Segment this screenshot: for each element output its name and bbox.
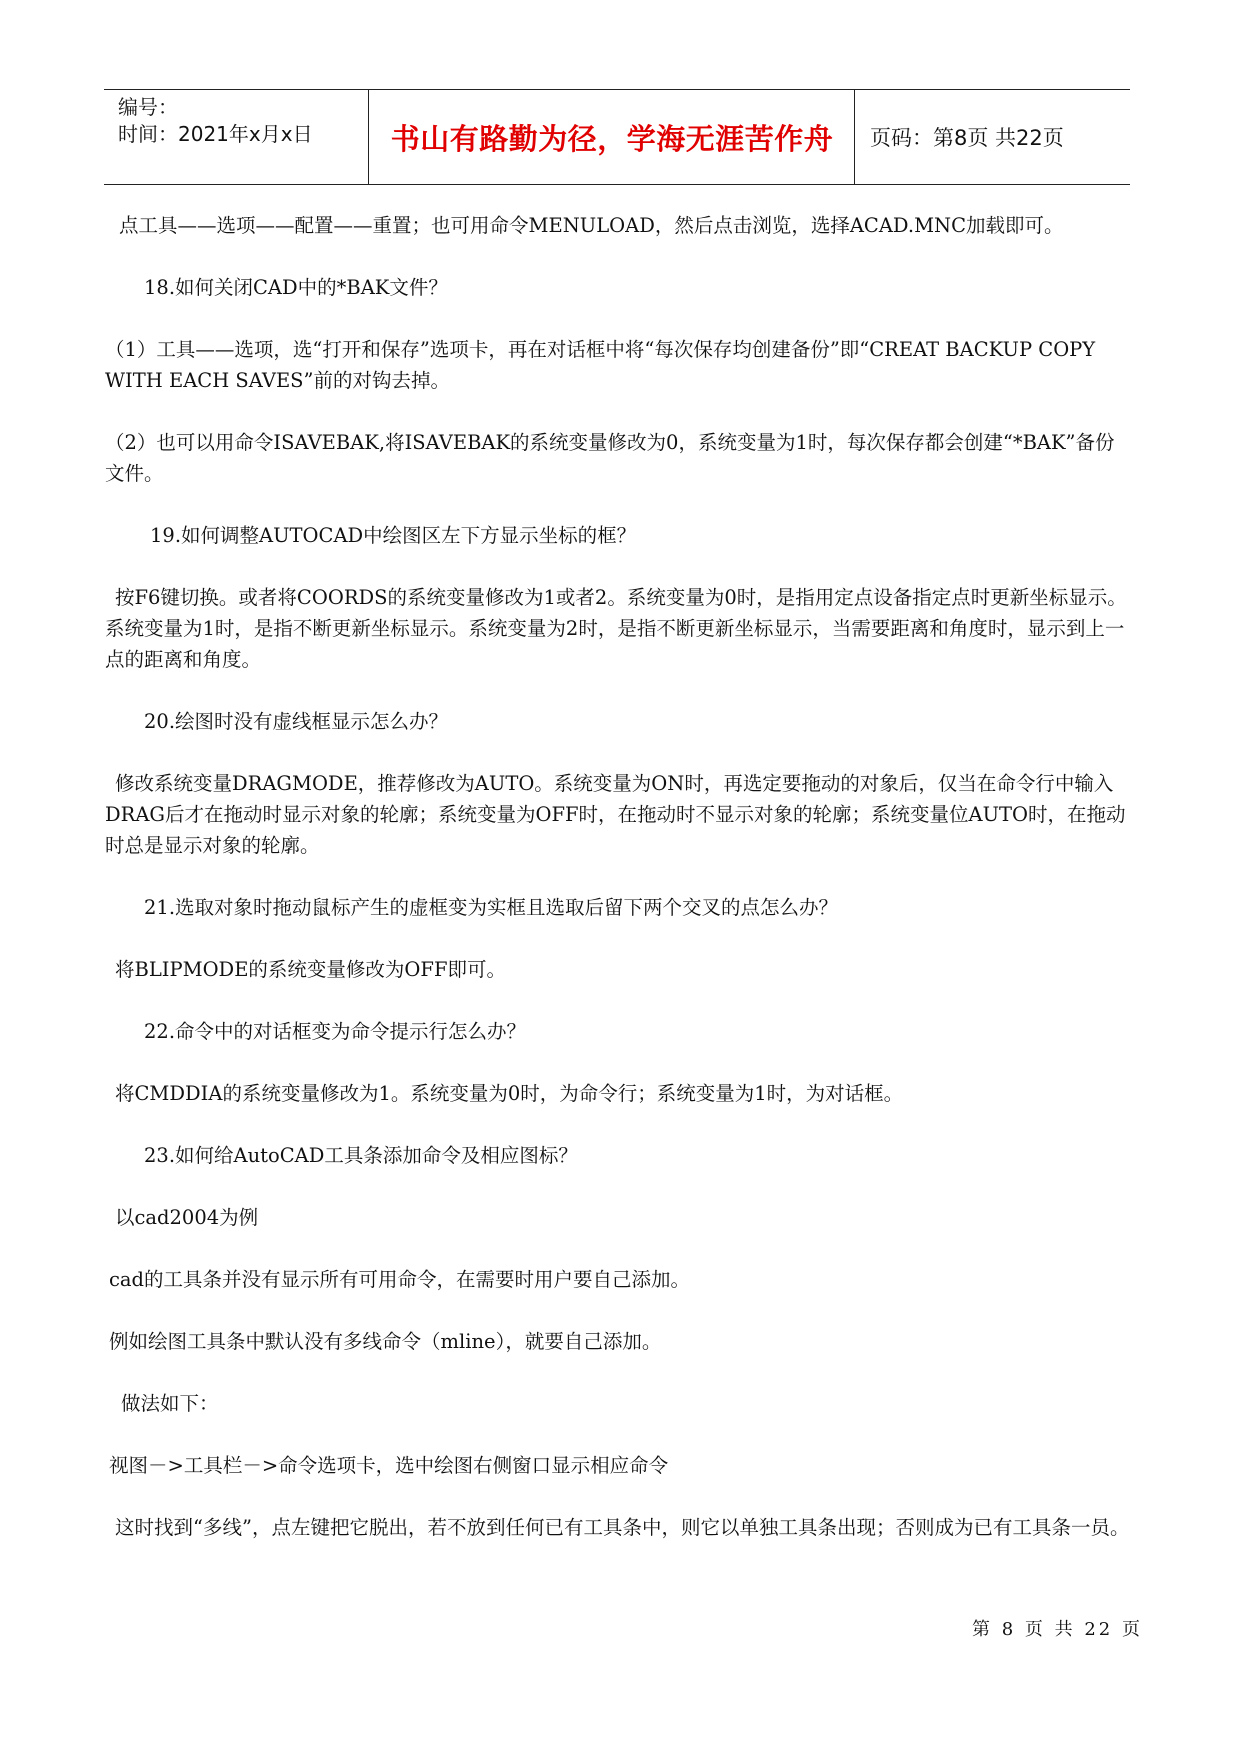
- answer-23-example: 以cad2004为例: [115, 1206, 259, 1229]
- header-meta: [104, 90, 369, 184]
- header-motto-cell: [370, 90, 855, 184]
- answer-18-part-1: （1）工具——选项，选“打开和保存”选项卡，再在对话框中将“每次保存均创建备份”即“CREAT BACKUP COPY WITH EACH SAVES”前的对钩去掉。: [105, 338, 1096, 392]
- question-22: 22.命令中的对话框变为命令提示行怎么办？: [144, 1020, 527, 1043]
- page-header: [104, 89, 1130, 185]
- question-20: 20.绘图时没有虚线框显示怎么办？: [144, 710, 449, 733]
- question-19: 19.如何调整AUTOCAD中绘图区左下方显示坐标的框？: [150, 524, 637, 547]
- answer-19: 按F6键切换。或者将COORDS的系统变量修改为1或者2。系统变量为0时，是指用定点设备指定点时更新坐标显示。系统变量为1时，是指不断更新坐标显示。系统变量为2时，是指不断更新坐标显示，当需要距离和角度时，显示到上一点的距离和角度。: [105, 586, 1127, 671]
- document-number-label: 编号：: [118, 95, 178, 119]
- header-motto: 书山有路勤为径，学海无涯苦作舟: [390, 121, 834, 156]
- page-footer: 第 8 页 共 22 页: [972, 1619, 1143, 1640]
- answer-23-step-1: 视图－>工具栏－>命令选项卡，选中绘图右侧窗口显示相应命令: [109, 1454, 669, 1477]
- question-23: 23.如何给AutoCAD工具条添加命令及相应图标？: [144, 1144, 578, 1167]
- paragraph-menuload: 点工具——选项——配置——重置；也可用命令MENULOAD，然后点击浏览，选择ACAD.MNC加载即可。: [119, 214, 1064, 237]
- answer-22: 将CMDDIA的系统变量修改为1。系统变量为0时，为命令行；系统变量为1时，为对话框。: [115, 1082, 904, 1105]
- header-page-cell: [856, 90, 1130, 184]
- answer-23-mline: 例如绘图工具条中默认没有多线命令（mline），就要自己添加。: [109, 1330, 662, 1353]
- answer-18-part-2: （2）也可以用命令ISAVEBAK,将ISAVEBAK的系统变量修改为0，系统变量为1时，每次保存都会创建“*BAK”备份文件。: [105, 431, 1115, 485]
- question-21: 21.选取对象时拖动鼠标产生的虚框变为实框且选取后留下两个交叉的点怎么办？: [144, 896, 839, 919]
- answer-23-intro: cad的工具条并没有显示所有可用命令，在需要时用户要自己添加。: [109, 1268, 691, 1291]
- document-time-label: 时间：2021年x月x日: [118, 122, 313, 146]
- answer-20: 修改系统变量DRAGMODE，推荐修改为AUTO。系统变量为ON时，再选定要拖动的对象后，仅当在命令行中输入DRAG后才在拖动时显示对象的轮廓；系统变量为OFF时，在拖动时不显示对象的轮廓；系统变量位AUTO时，在拖动时总是显示对象的轮廓。: [105, 772, 1126, 857]
- document-body: [105, 210, 1131, 1574]
- question-18: 18.如何关闭CAD中的*BAK文件？: [144, 276, 448, 299]
- answer-23-step-2: 这时找到“多线”，点左键把它脱出，若不放到任何已有工具条中，则它以单独工具条出现；否则成为已有工具条一员。: [115, 1516, 1130, 1539]
- answer-23-method-label: 做法如下：: [121, 1392, 219, 1415]
- answer-21: 将BLIPMODE的系统变量修改为OFF即可。: [115, 958, 506, 981]
- header-page-label: 页码：第8页 共22页: [870, 126, 1064, 150]
